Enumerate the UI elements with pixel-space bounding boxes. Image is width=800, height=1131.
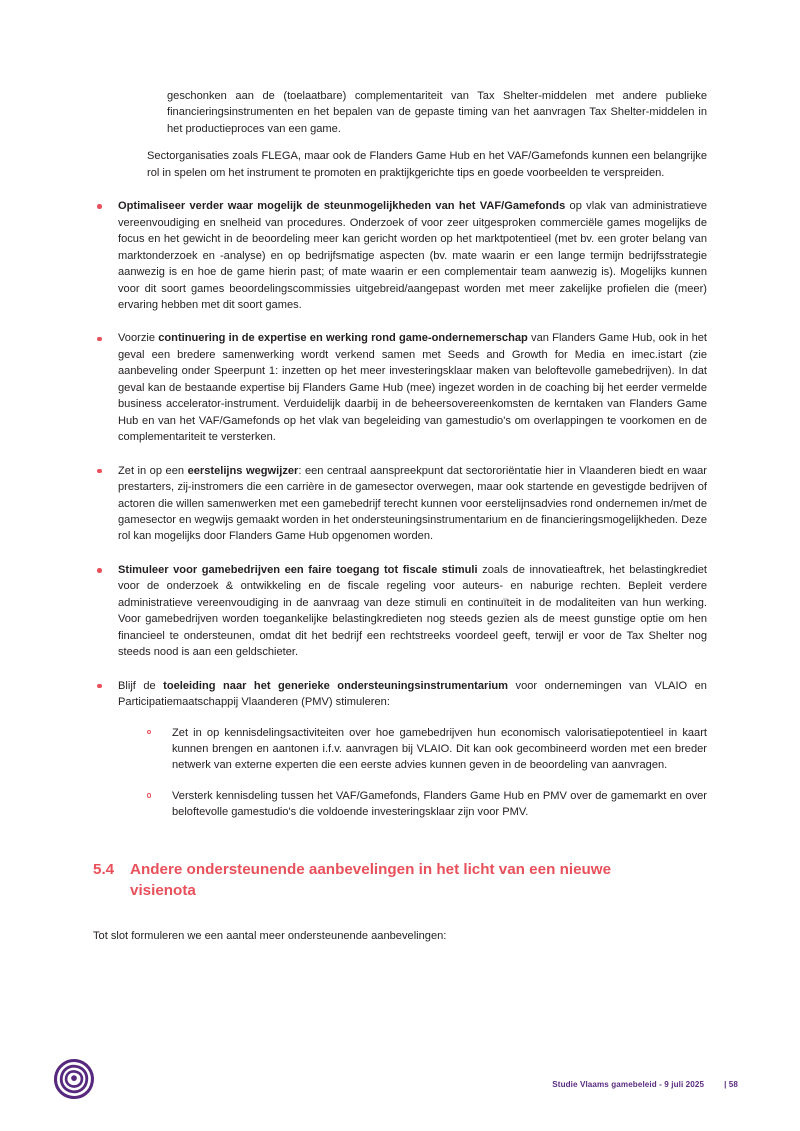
- page-content: [93, 88, 707, 944]
- list-item: [142, 788, 707, 821]
- section-number: 5.4: [93, 860, 115, 878]
- closing-paragraph: Tot slot formuleren we een aantal meer ondersteunende aanbevelingen:: [93, 929, 447, 942]
- bullet-lead-bold: continuering in de expertise en werking rond game-ondernemerschap: [158, 332, 528, 345]
- continued-paragraph: geschonken aan de (toelaatbare) complementariteit van Tax Shelter-middelen met andere publieke financieringsinstrumenten en het bepalen van de gepaste timing van het aanvragen Tax Shelter-middelen in het productieproces van een game.: [167, 90, 707, 135]
- list-item: [93, 330, 707, 445]
- list-item: [93, 463, 707, 545]
- recommendations-list: [93, 198, 707, 821]
- sub-bullet-circle-icon: [147, 793, 151, 797]
- bullet-rest-text: : een centraal aanspreekpunt dat sectororiëntatie hier in Vlaanderen biedt en waar prestarters, zij-instromers die een carrière in de gamesector overwegen, maar ook startende en gevestigde bedrijven of actoren die willen samenwerken met een gamebedrijf terecht kunnen voor eerstelijnsadvies rond ondernemen in/met de gamesector en wegwijs gemaakt worden in het ondersteuningsinstrumentarium en de financieringsmogelijkheden. Deze rol kan mogelijks door Flanders Game Hub opgenomen worden.: [118, 464, 708, 543]
- bullet-dot-icon: [97, 204, 102, 209]
- bullet-lead-bold: Stimuleer voor gamebedrijven een faire toegang tot fiscale stimuli: [118, 563, 478, 576]
- sub-item-text: Versterk kennisdeling tussen het VAF/Gamefonds, Flanders Game Hub en PMV over de gamemarkt en over beloftevolle gamestudio's die voldoende investeringsklaar zijn voor PMV.: [172, 789, 707, 819]
- bullet-rest-text: voor ondernemingen van VLAIO en Participatiemaatschappij Vlaanderen (PMV) stimuleren:: [118, 679, 707, 709]
- sub-item-text: Zet in op kennisdelingsactiviteiten over hoe gamebedrijven hun economisch valorisatiepotentieel in kaart kunnen brengen en aantonen i.f.v. aanvragen bij VLAIO. Dit kan ook gecombineerd worden met een breder netwerk van externe experten die een eerste advies kunnen geven in de beoordeling van aanvragen.: [172, 726, 707, 772]
- sector-paragraph: Sectorganisaties zoals FLEGA, maar ook de Flanders Game Hub en het VAF/Gamefonds kunnen een belangrijke rol in spelen om het instrument te promoten en praktijkgerichte tips en goede voorbeelden te verspreiden.: [147, 150, 707, 179]
- bullet-dot-icon: [97, 568, 102, 573]
- bullet-dot-icon: [97, 684, 102, 689]
- bullet-prefix-text: Voorzie: [118, 332, 159, 345]
- bullet-lead-bold: eerstelijns wegwijzer: [187, 464, 299, 477]
- bullet-dot-icon: [97, 469, 102, 474]
- bullet-dot-icon: [97, 337, 102, 342]
- sub-bullet-circle-icon: [147, 730, 151, 734]
- bullet-rest-text: van Flanders Game Hub, ook in het geval een bredere samenwerking wordt verkend samen met Seeds and Growth for Media en imec.istart (zie aanbeveling onder Speerpunt 1: inzetten op het meer investeringsklaar maken van beloftevolle gamebedrijven). In dat geval kan de bestaande expertise bij Flanders Game Hub (mee) ingezet worden in de coaching bij het eerder vermelde business accelerator-instrument. Verduidelijk daarbij in de beheersovereenkomsten de kerntaken van Flanders Game Hub en van het VAF/Gamefonds op het vlak van begeleiding van gamestudio's om overlappingen te voorkomen en de complementariteit te versterken.: [118, 332, 708, 444]
- list-item: [93, 198, 707, 313]
- footer-meta: [552, 1080, 738, 1089]
- footer-title: Studie Vlaams gamebeleid - 9 juli 2025: [552, 1080, 705, 1089]
- bullet-lead-bold: toeleiding naar het generieke ondersteuningsinstrumentarium: [163, 679, 509, 692]
- spiral-logo: [52, 1057, 96, 1101]
- bullet-prefix-text: Blijf de: [118, 679, 164, 692]
- list-item: [93, 562, 707, 661]
- sub-recommendations-list: [118, 725, 707, 821]
- bullet-rest-text: zoals de innovatieaftrek, het belastingkrediet voor de onderzoek & ontwikkeling en de fiscale regeling voor auteurs- en naburige rechten. Bepleit verdere administratieve vereenvoudiging in de aanvraag van deze stimuli en continuïteit in de modaliteiten van hun werking. Voor gamebedrijven worden toegankelijke belastingkredieten nog steeds gezien als de meest gunstige optie om hen financieel te ondersteunen, omdat dit het bedrijf een rechtstreeks voordeel geeft, terwijl er voor de Tax Shelter nog steeds nood is aan een geldschieter.: [118, 563, 708, 659]
- bullet-rest-text: op vlak van administratieve vereenvoudiging en snelheid van procedures. Onderzoek of voor zeer uitgesproken commerciële games mogelijks de focus en het gewicht in de beoordeling meer kan gericht worden op het marktpotentieel (met bv. een groter belang van marktonderzoek en -analyse) en op bedrijfsmatige aspecten (bv. mate waarin er een lange termijn bedrijfsstrategie aanwezig is en hoe de game hierin past; of mate waarin er een complementair team aanwezig is). Mogelijks kunnen voor dit soort games beoordelingscommissies uitgebreid/aangepast worden met meer zakelijke profielen die (meer) ervaring hebben met dit soort games.: [118, 200, 708, 311]
- list-item: [142, 725, 707, 774]
- bullet-lead-bold: Optimaliseer verder waar mogelijk de steunmogelijkheden van het VAF/Gamefonds: [118, 200, 566, 213]
- section-title: Andere ondersteunende aanbevelingen in het licht van een nieuwe visienota: [130, 860, 612, 900]
- footer-page-number: | 58: [724, 1080, 738, 1089]
- bullet-prefix-text: Zet in op een: [118, 464, 188, 477]
- list-item: [93, 678, 707, 821]
- page-footer: [0, 1036, 800, 1131]
- section-heading: [93, 859, 707, 902]
